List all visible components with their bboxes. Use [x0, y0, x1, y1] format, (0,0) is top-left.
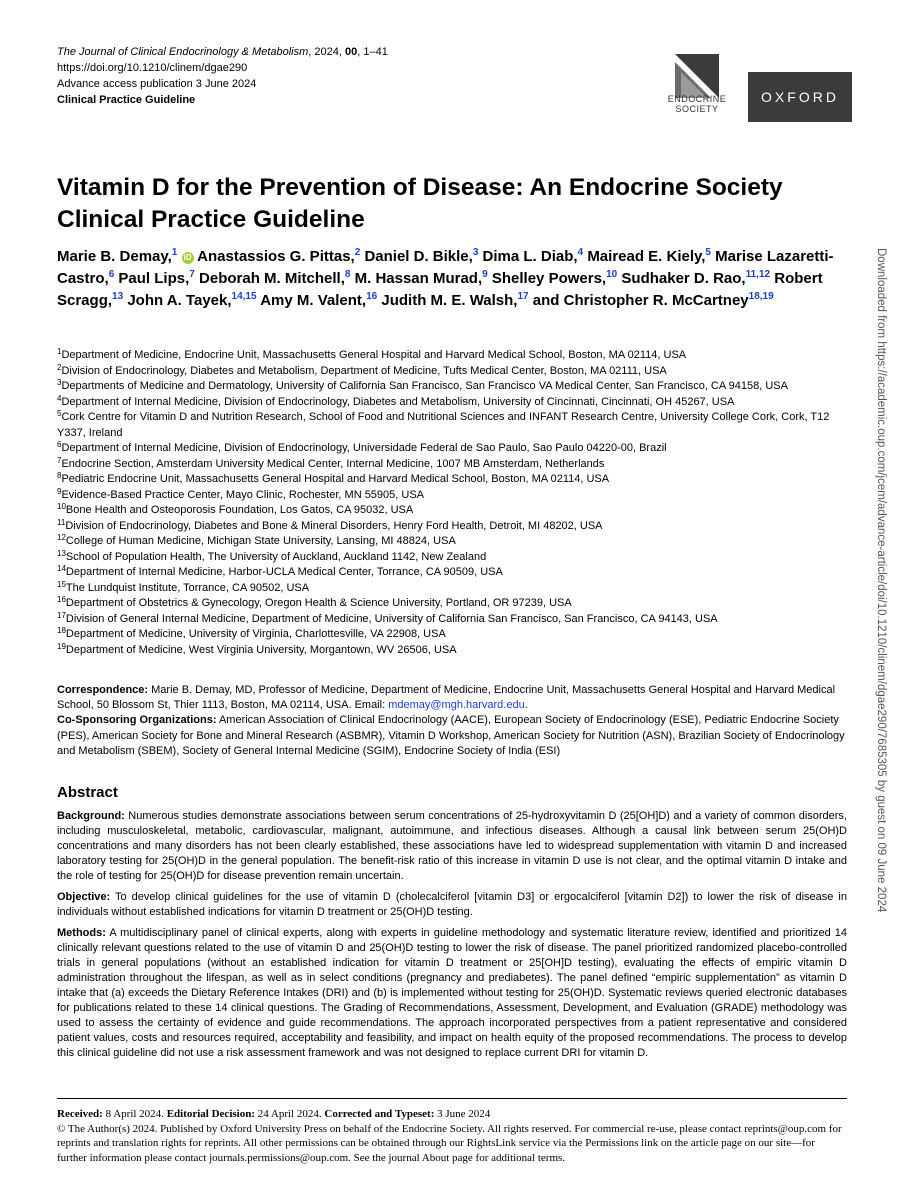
affiliation-number: 18 [57, 626, 66, 635]
objective-label: Objective: [57, 891, 111, 903]
orcid-icon[interactable]: iD [183, 253, 192, 262]
citation-year: , 2024, [308, 46, 345, 58]
author [118, 270, 194, 287]
affiliation-number: 2 [57, 362, 62, 372]
affiliation-text: Department of Internal Medicine, Division of Endocrinology, Diabetes and Metabolism, University of Cincinnati, Cincinnati, OH 45267, USA [61, 395, 735, 408]
methods-label: Methods: [57, 927, 106, 939]
affiliation-number: 8 [57, 471, 62, 480]
author-affiliation-ref[interactable]: 7 [189, 269, 195, 280]
affiliation [57, 472, 847, 488]
author-list [57, 246, 857, 312]
author-name: and Christopher R. McCartney [532, 292, 749, 309]
doi-link[interactable]: https://doi.org/10.1210/clinem/dgae290 [57, 62, 248, 74]
affiliation [57, 534, 847, 550]
author-affiliation-ref[interactable]: 10 [606, 269, 618, 280]
affiliation-text: Department of Medicine, West Virginia University, Morgantown, WV 26506, USA [65, 643, 457, 656]
author [355, 270, 488, 287]
author-name: Amy M. Valent, [260, 292, 367, 309]
affiliation [57, 457, 847, 473]
author-name: Deborah M. Mitchell, [199, 270, 345, 287]
endocrine-society-wordmark [651, 94, 743, 114]
author-affiliation-ref[interactable]: 16 [366, 291, 378, 302]
author-affiliation-ref[interactable]: 11,12 [745, 269, 771, 280]
affiliation-number: 19 [57, 641, 66, 651]
author-name: Marie B. Demay, [57, 248, 172, 265]
journal-name: The Journal of Clinical Endocrinology & Metabolism [57, 46, 309, 58]
affiliation-text: Cork Centre for Vitamin D and Nutrition Research, School of Food and Nutritional Sciences and INFANT Research Centre, University College Cork, Cork, T12 Y337, Ireland [57, 411, 830, 439]
author [127, 292, 256, 309]
citation-issue: 00 [345, 46, 358, 58]
article-type: Clinical Practice Guideline [57, 94, 196, 106]
abstract-background [57, 809, 847, 884]
methods-text: A multidisciplinary panel of clinical experts, along with experts in guideline methodology and systematic literature review, identified and prioritized 14 clinically relevant questions related to the use of vitamin D and 25(OH)D testing to lower the risk of disease. The panel prioritized randomized placebo-controlled trials in general populations (without an established indication for vitamin D treatment or 25[OH]D testing), evaluating the effects of empiric vitamin D administration throughout the lifespan, as well as in select conditions (pregnancy and prediabetes). The panel defined “empiric supplementation” as vitamin D intake that (a) exceeds the Dietary Reference Intakes (DRI) and (b) is implemented without testing for 25(OH)D. Systematic reviews queried electronic databases for publications related to these 14 clinical questions. The Grading of Recommendations, Assessment, Development, and Evaluation (GRADE) methodology was used to assess the certainty of evidence and guide recommendations. The approach incorporated perspectives from a patient representative and considered patient values, costs and resources required, acceptability and feasibility, and impact on health equity of the proposed recommendations. The process to develop this clinical guideline did not use a risk assessment framework and was not designed to replace current DRI for vitamin D. [57, 927, 847, 1059]
affiliation-text: Department of Medicine, University of Virginia, Charlottesville, VA 22908, USA [65, 628, 446, 640]
affiliation-number: 9 [57, 486, 62, 496]
copyright-notice: © The Author(s) 2024. Published by Oxford University Press on behalf of the Endocrine Society. All rights reserved. For commercial re-use, please contact reprints@oup.com for reprints and translation rights for reprints. All other permissions can be obtained through our RightsLink service via the Permissions link on the article page on our site—for further information please contact journals.permissions@oup.com. See the journal About page for additional terms. [57, 1122, 842, 1164]
correspondence-text: Marie B. Demay, MD, Professor of Medicine, Department of Medicine, Endocrine Unit, Massachusetts General Hospital and Harvard Medical School, 50 Blossom St, Thier 1113, Boston, MA 02114, USA. Email: [57, 684, 836, 712]
affiliation-text: The Lundquist Institute, Torrance, CA 90502, USA [65, 581, 310, 594]
correspondence-block [57, 683, 847, 759]
affiliation [57, 596, 847, 612]
society-line1: ENDOCRINE [667, 94, 727, 104]
author-name: Paul Lips, [118, 270, 190, 287]
author-affiliation-ref[interactable]: 3 [472, 247, 479, 258]
affiliation [57, 565, 847, 581]
citation-line [57, 44, 388, 60]
author-name: M. Hassan Murad, [354, 270, 483, 287]
affiliation-list [57, 348, 847, 658]
author-affiliation-ref[interactable]: 13 [112, 291, 124, 302]
author-name: Judith M. E. Walsh, [381, 292, 518, 309]
affiliation-number: 1 [57, 347, 62, 356]
author-name: Sudhaker D. Rao, [621, 270, 746, 287]
author-name: Robert Scragg, [57, 270, 823, 309]
abstract-objective [57, 890, 847, 920]
correspondence-email-link[interactable]: mdemay@mgh.harvard.edu [388, 699, 525, 712]
author-name: Marise Lazaretti-Castro, [57, 248, 834, 287]
affiliation-text: Division of Endocrinology, Diabetes and Bone & Mineral Disorders, Henry Ford Health, Detroit, MI 48202, USA [65, 519, 603, 532]
author-affiliation-ref[interactable]: 17 [517, 291, 529, 302]
author [381, 292, 528, 309]
author-name: John A. Tayek, [127, 292, 232, 309]
affiliation-text: School of Population Health, The University of Auckland, Auckland 1142, New Zealand [65, 550, 487, 563]
author-name: Shelley Powers, [491, 270, 607, 287]
affiliation-text: Endocrine Section, Amsterdam University Medical Center, Internal Medicine, 1007 MB Amsterdam, Netherlands [61, 457, 605, 470]
correspondence [57, 683, 847, 713]
affiliation-text: Department of Medicine, Endocrine Unit, Massachusetts General Hospital and Harvard Medical School, Boston, MA 02114, USA [61, 349, 687, 361]
cosponsoring-text: American Association of Clinical Endocrinology (AACE), European Society of Endocrinology (ESE), Pediatric Endocrine Society (PES), American Society for Bone and Mineral Research (ASBMR), Vitamin D Workshop, American Society for Nutrition (ASN), Brazilian Society of Endocrinology and Metabolism (SBEM), Society of General Internal Medicine (SGIM), Endocrine Society of India (ESI) [57, 714, 845, 757]
affiliation-text: Department of Internal Medicine, Division of Endocrinology, Universidade Federal de Sao Paulo, Sao Paulo 04220-00, Brazil [61, 442, 667, 454]
correspondence-label: Correspondence: [57, 684, 149, 696]
author-affiliation-ref[interactable]: 18,19 [748, 291, 774, 302]
affiliation [57, 348, 847, 364]
author-name: Mairead E. Kiely, [587, 248, 706, 265]
affiliation-number: 11 [57, 517, 66, 527]
author-affiliation-ref[interactable]: 8 [344, 269, 351, 280]
objective-text: To develop clinical guidelines for the use of vitamin D (cholecalciferol [vitamin D3] or ergocalciferol [vitamin D2]) to lower the risk of disease in individuals without established indications for vitamin D treatment or 25(OH)D testing. [57, 891, 847, 918]
cosponsoring-organizations [57, 713, 847, 759]
affiliation-text: Division of General Internal Medicine, Department of Medicine, University of California San Francisco, San Francisco, CA 94143, USA [65, 612, 718, 625]
affiliation [57, 612, 847, 628]
received-date: 8 April 2024. [102, 1108, 167, 1120]
author [492, 270, 617, 287]
affiliation [57, 410, 847, 441]
author [587, 248, 711, 265]
affiliation-number: 14 [57, 564, 66, 573]
author-affiliation-ref[interactable]: 6 [108, 269, 115, 280]
download-watermark: Downloaded from https://academic.oup.com/jcem/advance-article/doi/10.1210/clinem/dgae290/7685305 by guest on 09 June 2024 [875, 248, 887, 913]
author [199, 270, 350, 287]
abstract-heading: Abstract [57, 784, 118, 801]
affiliation-text: Department of Obstetrics & Gynecology, Oregon Health & Science University, Portland, OR 97239, USA [65, 597, 572, 609]
decision-label: Editorial Decision: [166, 1108, 255, 1120]
author-name: Daniel D. Bikle, [364, 248, 473, 265]
oxford-logo: OXFORD [748, 72, 852, 122]
citation-pages: , 1–41 [357, 46, 388, 58]
affiliation-number: 16 [57, 595, 66, 604]
abstract-methods [57, 926, 847, 1061]
affiliation [57, 503, 847, 519]
author-affiliation-ref[interactable]: 14,15 [231, 291, 257, 302]
author [364, 248, 478, 265]
affiliation [57, 379, 847, 395]
author-affiliation-ref[interactable]: 2 [354, 247, 361, 258]
affiliation [57, 581, 847, 597]
affiliation [57, 364, 847, 380]
correspondence-end: . [524, 699, 528, 712]
decision-date: 24 April 2024. [255, 1108, 325, 1120]
affiliation-text: College of Human Medicine, Michigan State University, Lansing, MI 48824, USA [65, 535, 456, 547]
article-title: Vitamin D for the Prevention of Disease: An Endocrine Society Clinical Practice Guideline [57, 174, 783, 233]
affiliation [57, 488, 847, 504]
affiliation [57, 441, 847, 457]
author [483, 248, 584, 265]
affiliation [57, 395, 847, 411]
affiliation [57, 643, 847, 659]
background-label: Background: [57, 810, 125, 822]
corrected-label: Corrected and Typeset: [324, 1108, 435, 1120]
author [197, 248, 360, 265]
author-affiliation-ref[interactable]: 5 [705, 247, 711, 258]
author [260, 292, 377, 309]
affiliation-number: 5 [57, 409, 62, 418]
affiliation [57, 550, 847, 566]
abstract-body [57, 809, 847, 1067]
affiliation-number: 12 [57, 533, 66, 542]
affiliation [57, 627, 847, 643]
advance-access: Advance access publication 3 June 2024 [57, 78, 257, 90]
author-name: Dima L. Diab, [482, 248, 578, 265]
author-affiliation-ref[interactable]: 1 [171, 247, 178, 258]
society-line2: SOCIETY [675, 104, 719, 114]
affiliation-text: Division of Endocrinology, Diabetes and Metabolism, Department of Medicine, Tufts Medical Center, Boston, MA 02111, USA [61, 364, 667, 377]
affiliation-number: 3 [57, 378, 62, 387]
author [533, 292, 774, 309]
author [57, 248, 194, 265]
affiliation-number: 7 [57, 455, 62, 465]
article-footer [57, 1098, 847, 1165]
affiliation-number: 6 [57, 440, 62, 449]
affiliation-text: Departments of Medicine and Dermatology, University of California San Francisco, San Francisco VA Medical Center, San Francisco, CA 94158, USA [61, 380, 788, 392]
affiliation-text: Department of Internal Medicine, Harbor-UCLA Medical Center, Torrance, CA 90509, USA [65, 566, 503, 578]
affiliation-number: 13 [57, 548, 66, 558]
affiliation-text: Evidence-Based Practice Center, Mayo Clinic, Rochester, MN 55905, USA [61, 488, 425, 501]
cosponsoring-label: Co-Sponsoring Organizations: [57, 714, 217, 727]
affiliation-text: Pediatric Endocrine Unit, Massachusetts General Hospital and Harvard Medical School, Boston, MA 02114, USA [61, 473, 610, 485]
corrected-date: 3 June 2024 [434, 1108, 491, 1120]
affiliation-text: Bone Health and Osteoporosis Foundation, Los Gatos, CA 95032, USA [65, 504, 414, 516]
author-affiliation-ref[interactable]: 9 [482, 269, 488, 280]
publication-dates [57, 1107, 847, 1122]
affiliation-number: 4 [57, 393, 62, 403]
affiliation-number: 17 [57, 610, 66, 620]
author [621, 270, 770, 287]
background-text: Numerous studies demonstrate associations between serum concentrations of 25-hydroxyvitamin D (25[OH]D) and a variety of common disorders, including musculoskeletal, metabolic, cardiovascular, malignant, autoimmune, and infectious diseases. Although a causal link between serum 25(OH)D concentrations and many disorders has not been clearly established, these associations have led to widespread supplementation with vitamin D and increased laboratory testing for 25(OH)D in the general population. The benefit-risk ratio of this increase in vitamin D use is not clear, and the optimal vitamin D intake and the role of testing for 25(OH)D for disease prevention remain uncertain. [57, 810, 847, 882]
author-affiliation-ref[interactable]: 4 [577, 247, 584, 258]
affiliation-number: 10 [57, 502, 66, 511]
received-label: Received: [57, 1108, 103, 1120]
journal-header [57, 44, 388, 108]
author-name: Anastassios G. Pittas, [197, 248, 355, 265]
affiliation-number: 15 [57, 579, 66, 589]
affiliation [57, 519, 847, 535]
